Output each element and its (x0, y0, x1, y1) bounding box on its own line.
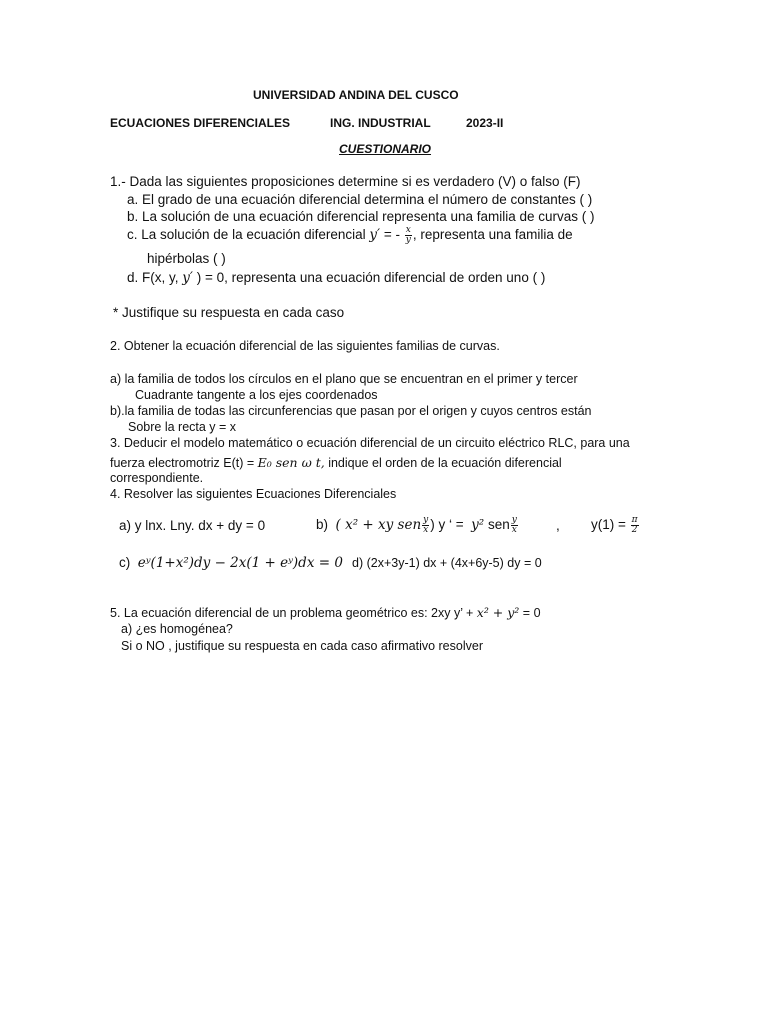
q1-item-c (127, 226, 573, 245)
q3-line1: 3. Deducir el modelo matemático o ecuación diferencial de un circuito eléctrico RLC, para una (110, 436, 630, 450)
q1-item-c-cont: hipérbolas ( ) (147, 251, 226, 266)
q1-c-fraction: $\frac{x}{y}$ (405, 225, 411, 245)
q4-b-comma: , (556, 518, 560, 533)
q4-ic-fraction: $\frac{\pi}{2}$ (631, 515, 638, 535)
q5-item-b: Si o NO , justifique su respuesta en cada caso afirmativo resolver (121, 639, 483, 653)
q2-stem: 2. Obtener la ecuación diferencial de las siguientes familias de curvas. (110, 339, 500, 353)
q4-item-d: d) (2x+3y-1) dx + (4x+6y-5) dy = 0 (352, 556, 542, 570)
q3-line3: correspondiente. (110, 471, 204, 485)
q4-item-c: c) eʸ(1+x²)dy − 2x(1 + eʸ)dx = 0 (119, 555, 343, 571)
q1-d-math: y′ (182, 270, 193, 286)
q5-stem: 5. La ecuación diferencial de un problema geométrico es: 2xy y’ + x² + y² = 0 (110, 605, 541, 620)
q4-b-math: ( x² + xy sen (335, 517, 422, 534)
q2-a-line2: Cuadrante tangente a los ejes coordenados (135, 388, 378, 402)
q4-c-math: eʸ(1+x²)dy − 2x(1 + eʸ)dx = 0 (137, 555, 343, 571)
q2-b-line2: Sobre la recta y = x (128, 420, 237, 434)
q1-item-d: d. F(x, y, y′ ) = 0, representa una ecuación diferencial de orden uno ( ) (127, 270, 546, 286)
q1-item-a: a. El grado de una ecuación diferencial determina el número de constantes ( ) (127, 192, 593, 207)
course-name: ECUACIONES DIFERENCIALES (110, 116, 291, 130)
q4-b-fraction2: $\frac{y}{x}$ (511, 515, 517, 535)
term-label: 2023-II (466, 116, 504, 130)
q4-stem: 4. Resolver las siguientes Ecuaciones Diferenciales (110, 487, 397, 501)
q1-note: * Justifique su respuesta en cada caso (113, 305, 345, 320)
q2-a-line1: a) la familia de todos los círculos en el plano que se encuentran en el primer y tercer (110, 372, 578, 386)
university-name: UNIVERSIDAD ANDINA DEL CUSCO (253, 88, 459, 102)
q1-c-math: y′ (369, 227, 381, 244)
q4-item-b: b) ( x² + xy sen $\frac{y}{x}$ ) y ‘ = y² sen $\frac{y}{x}$ (316, 515, 517, 535)
q1-c-eq: = - (380, 227, 404, 243)
q1-stem: 1.- Dada las siguientes proposiciones determine si es verdadero (V) o falso (F) (110, 174, 581, 189)
q4-b-fraction: $\frac{y}{x}$ (423, 515, 429, 535)
q1-c-text: c. La solución de la ecuación diferencial (127, 227, 370, 243)
q2-b-line1: b).la familia de todas las circunferencias que pasan por el origen y cuyos centros están (110, 404, 592, 418)
document-title: CUESTIONARIO (339, 142, 432, 156)
q3-line2: fuerza electromotriz E(t) = E₀ sen ω t, indique el orden de la ecuación diferencial (110, 455, 562, 470)
q5-math: x² + y² (476, 605, 520, 620)
q1-c-post: , representa una familia de (412, 227, 573, 243)
q1-item-b: b. La solución de una ecuación diferencial representa una familia de curvas ( ) (127, 209, 595, 224)
q5-item-a: a) ¿es homogénea? (121, 622, 233, 636)
q4-b-initial-condition: y(1) = $\frac{\pi}{2}$ (591, 515, 638, 535)
q4-item-a: a) y lnx. Lny. dx + dy = 0 (119, 518, 266, 533)
career-name: ING. INDUSTRIAL (330, 116, 431, 130)
q3-emf-math: E₀ sen ω t, (257, 455, 325, 470)
